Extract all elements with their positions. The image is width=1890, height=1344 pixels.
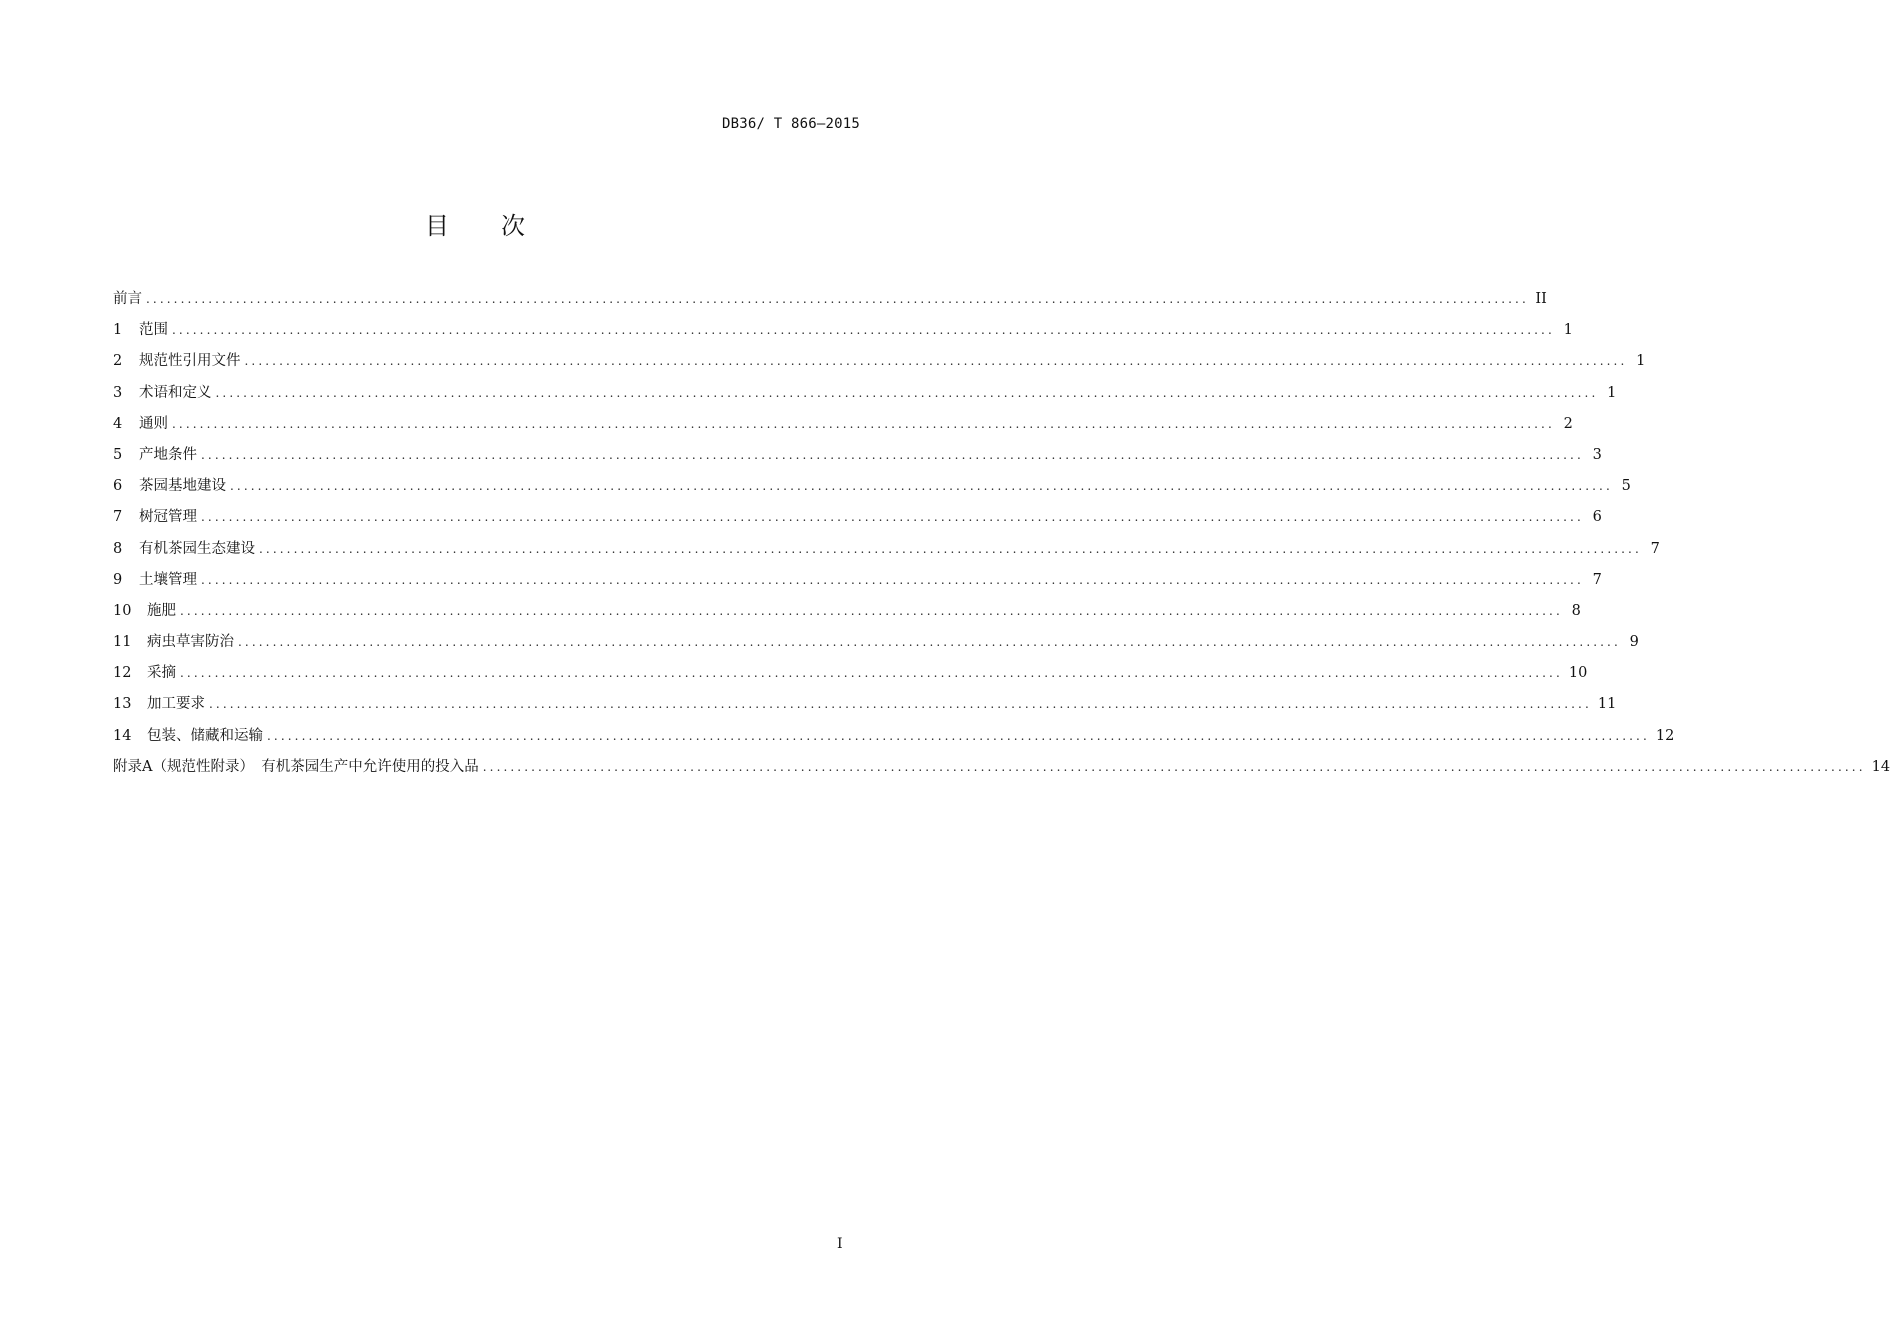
toc-entry-page: 11 [1597, 696, 1617, 713]
toc-entry-page: 6 [1592, 509, 1602, 526]
toc-dot-leader: ........................................................................................................................................................................................................ [172, 323, 1555, 338]
toc-title-right: 次 [501, 212, 525, 240]
toc-title [0, 206, 950, 241]
toc-entry[interactable] [113, 661, 1588, 692]
toc-dot-leader: ........................................................................................................................................................................................................ [146, 292, 1529, 306]
toc-dot-leader: ........................................................................................................................................................................................................ [267, 728, 1650, 743]
toc-entry-label: 有机茶园生态建设 [139, 540, 255, 557]
toc-entry-page: 7 [1592, 571, 1602, 588]
toc-dot-leader: ........................................................................................................................................................................................................ [230, 479, 1613, 494]
toc-entry-label: 茶园基地建设 [139, 478, 226, 495]
toc-entry[interactable] [113, 349, 1646, 380]
toc-entry-number: 13 [113, 696, 132, 713]
toc-entry-label: 附录A（规范性附录） 有机茶园生产中允许使用的投入品 [113, 758, 479, 775]
toc-entry-page: 3 [1592, 446, 1602, 463]
toc-entry-number: 6 [113, 478, 123, 495]
toc-dot-leader: ........................................................................................................................................................................................................ [482, 759, 1866, 774]
toc-entry[interactable] [113, 381, 1617, 412]
toc-entry-number: 5 [113, 446, 123, 463]
toc-entry[interactable] [113, 412, 1573, 443]
toc-entry-label: 规范性引用文件 [139, 353, 241, 370]
toc-entry-number: 9 [113, 571, 123, 588]
toc-entry[interactable] [113, 599, 1581, 630]
toc-entry-page: II [1535, 291, 1547, 307]
toc-entry-page: 9 [1629, 634, 1639, 651]
toc-dot-leader: ........................................................................................................................................................................................................ [209, 697, 1592, 712]
toc-entry-label: 病虫草害防治 [147, 634, 234, 651]
toc-entry[interactable] [113, 755, 1890, 786]
toc-entry-label: 加工要求 [147, 696, 205, 713]
toc-entry-number: 8 [113, 540, 123, 557]
toc-entry[interactable] [113, 724, 1675, 755]
toc-entry-page: 2 [1563, 415, 1573, 432]
toc-entry-number: 12 [113, 665, 132, 682]
toc-entry-label: 术语和定义 [139, 384, 212, 401]
toc-dot-leader: ........................................................................................................................................................................................................ [244, 354, 1628, 369]
toc-entry-number: 3 [113, 384, 123, 401]
toc-entry-label: 产地条件 [139, 446, 197, 463]
toc-entry-label: 包装、储藏和运输 [147, 727, 263, 744]
toc-entry-page: 14 [1871, 758, 1890, 775]
toc-entry-page: 1 [1607, 384, 1617, 401]
toc-dot-leader: ........................................................................................................................................................................................................ [180, 603, 1563, 618]
toc-entry[interactable] [113, 537, 1660, 568]
toc-entry-page: 5 [1621, 478, 1631, 495]
toc-entry-page: 10 [1568, 665, 1588, 682]
toc-dot-leader: ........................................................................................................................................................................................................ [201, 447, 1584, 462]
toc-entry[interactable] [113, 318, 1573, 349]
page-number: I [837, 1236, 843, 1252]
toc-dot-leader: ........................................................................................................................................................................................................ [201, 572, 1584, 587]
toc-entry[interactable] [113, 630, 1639, 661]
toc-entry-label: 通则 [139, 415, 168, 432]
toc-entry-page: 12 [1655, 727, 1675, 744]
toc-entry-page: 1 [1563, 322, 1573, 339]
toc-entry-number: 7 [113, 509, 123, 526]
toc-entry-label: 土壤管理 [139, 571, 197, 588]
toc-entry-label: 范围 [139, 322, 168, 339]
document-code: DB36/ T 866—2015 [721, 116, 860, 132]
toc-entry[interactable] [113, 692, 1617, 723]
toc-entry-page: 1 [1636, 353, 1646, 370]
toc-entry-label: 前言 [113, 291, 142, 307]
toc-dot-leader: ........................................................................................................................................................................................................ [172, 416, 1555, 431]
toc-entry[interactable] [113, 443, 1602, 474]
toc-entry-number: 14 [113, 727, 132, 744]
toc-title-left: 目 [425, 212, 449, 240]
toc-entry-page: 8 [1571, 602, 1581, 619]
toc-entry-number: 11 [113, 634, 132, 651]
toc-entry-number: 10 [113, 602, 132, 619]
toc-entry[interactable] [113, 568, 1602, 599]
toc-entry-label: 施肥 [147, 602, 176, 619]
toc-entry-number: 4 [113, 415, 123, 432]
toc-entry-number: 2 [113, 353, 123, 370]
toc-entry-number: 1 [113, 322, 123, 339]
toc-dot-leader: ........................................................................................................................................................................................................ [259, 541, 1642, 556]
toc-entry-label: 采摘 [147, 665, 176, 682]
toc-entry[interactable] [113, 505, 1602, 536]
toc-entry[interactable] [113, 474, 1631, 505]
toc-entry[interactable] [113, 287, 1547, 318]
table-of-contents [113, 287, 1890, 786]
toc-dot-leader: ........................................................................................................................................................................................................ [180, 666, 1563, 681]
toc-entry-page: 7 [1650, 540, 1660, 557]
toc-entry-label: 树冠管理 [139, 509, 197, 526]
toc-dot-leader: ........................................................................................................................................................................................................ [238, 635, 1621, 650]
toc-dot-leader: ........................................................................................................................................................................................................ [201, 510, 1584, 525]
toc-dot-leader: ........................................................................................................................................................................................................ [215, 385, 1599, 400]
